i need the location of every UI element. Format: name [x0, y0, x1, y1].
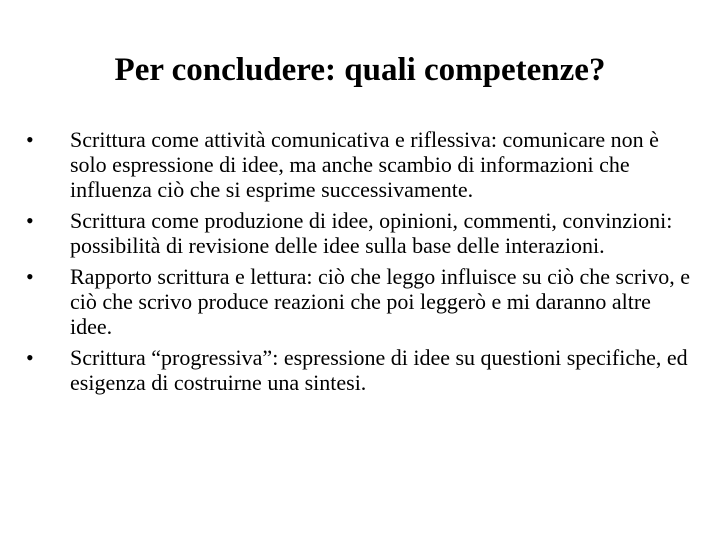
bullet-text: Scrittura come attività comunicativa e riflessiva: comunicare non è solo espressione di idee, ma anche scambio di informazioni che influenza ciò che si esprime successivamente.: [70, 127, 659, 202]
bullet-text: Rapporto scrittura e lettura: ciò che leggo influisce su ciò che scrivo, e ciò che scrivo produce reazioni che poi leggerò e mi daranno altre idee.: [70, 264, 691, 339]
bullet-icon: •: [26, 208, 34, 233]
bullet-item: [26, 345, 696, 395]
bullet-list: [26, 127, 696, 401]
bullet-item: [26, 127, 696, 202]
slide-title: Per concludere: quali competenze?: [114, 52, 606, 88]
bullet-text: Scrittura “progressiva”: espressione di idee su questioni specifiche, ed esigenza di costruirne una sintesi.: [70, 345, 688, 395]
bullet-item: [26, 264, 696, 339]
bullet-icon: •: [26, 345, 34, 370]
bullet-icon: •: [26, 264, 34, 289]
bullet-text: Scrittura come produzione di idee, opinioni, commenti, convinzioni: possibilità di revisione delle idee sulla base delle interazioni.: [70, 208, 673, 258]
bullet-icon: •: [26, 127, 34, 152]
bullet-item: [26, 208, 696, 258]
